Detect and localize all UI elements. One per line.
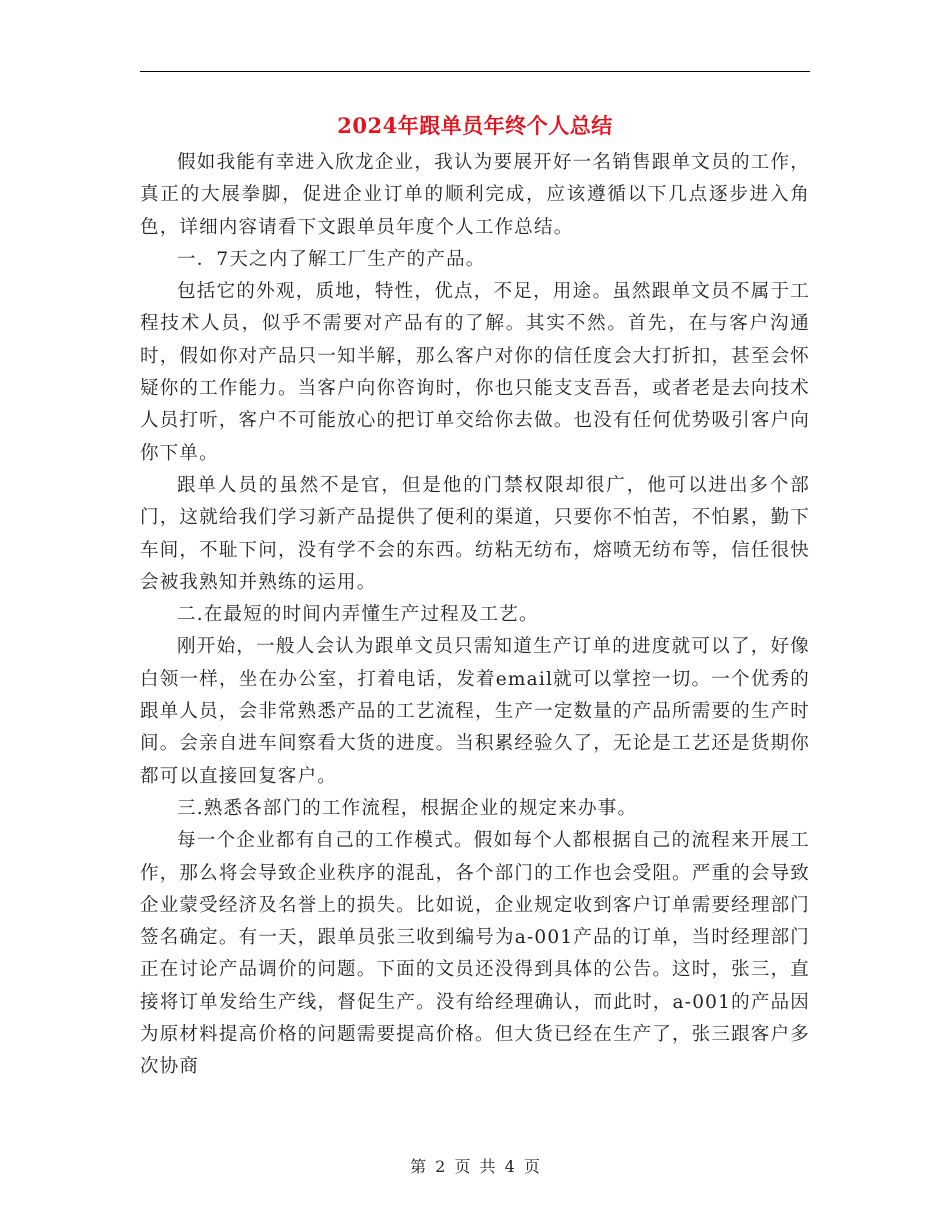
heading-point-2: 二.在最短的时间内弄懂生产过程及工艺。 [177, 604, 539, 626]
paragraph-point-1-access: 跟单人员的虽然不是官，但是他的门禁权限却很广，他可以进出多个部门，这就给我们学习新产品提供了便利的渠道，只要你不怕苦，不怕累，勤下车间，不耻下问，没有学不会的东西。纺粘无纺布，熔喷无纺布等，信任很快会被我熟知并熟练的运用。 [140, 474, 810, 593]
paragraph-point-1-detail: 包括它的外观，质地，特性，优点，不足，用途。虽然跟单文员不属于工程技术人员，似乎不需要对产品有的了解。其实不然。首先，在与客户沟通时，假如你对产品只一知半解，那么客户对你的信任度会大打折扣，甚至会怀疑你的工作能力。当客户向你咨询时，你也只能支支吾吾，或者老是去向技术人员打听，客户不可能放心的把订单交给你去做。也没有任何优势吸引客户向你下单。 [140, 281, 810, 464]
paragraph-point-3-detail: 每一个企业都有自己的工作模式。假如每个人都根据自己的流程来开展工作，那么将会导致企业秩序的混乱，各个部门的工作也会受阻。严重的会导致企业蒙受经济及名誉上的损失。比如说，企业规定收到客户订单需要经理部门签名确定。有一天，跟单员张三收到编号为a-001产品的订单，当时经理部门正在讨论产品调价的问题。下面的文员还没得到具体的公告。这时，张三，直接将订单发给生产线，督促生产。没有给经理确认，而此时，a-001的产品因为原材料提高价格的问题需要提高价格。但大货已经在生产了，张三跟客户多次协商 [140, 830, 810, 1078]
paragraph-intro: 假如我能有幸进入欣龙企业，我认为要展开好一名销售跟单文员的工作，真正的大展拳脚，促进企业订单的顺利完成，应该遵循以下几点逐步进入角色，详细内容请看下文跟单员年度个人工作总结。 [140, 152, 810, 238]
page-number-footer: 第 2 页 共 4 页 [410, 1157, 540, 1176]
heading-point-3: 三.熟悉各部门的工作流程，根据企业的规定来办事。 [177, 797, 638, 819]
document-body [140, 147, 810, 1084]
document-title: 2024年跟单员年终个人总结 [337, 113, 613, 138]
header-rule [140, 71, 810, 72]
heading-point-1: 一．7天之内了解工厂生产的产品。 [177, 248, 486, 270]
paragraph-point-2-detail: 刚开始，一般人会认为跟单文员只需知道生产订单的进度就可以了，好像白领一样，坐在办公室，打着电话，发着email就可以掌控一切。一个优秀的跟单人员，会非常熟悉产品的工艺流程，生产一定数量的产品所需要的生产时间。会亲自进车间察看大货的进度。当积累经验久了，无论是工艺还是货期你都可以直接回复客户。 [140, 636, 810, 787]
